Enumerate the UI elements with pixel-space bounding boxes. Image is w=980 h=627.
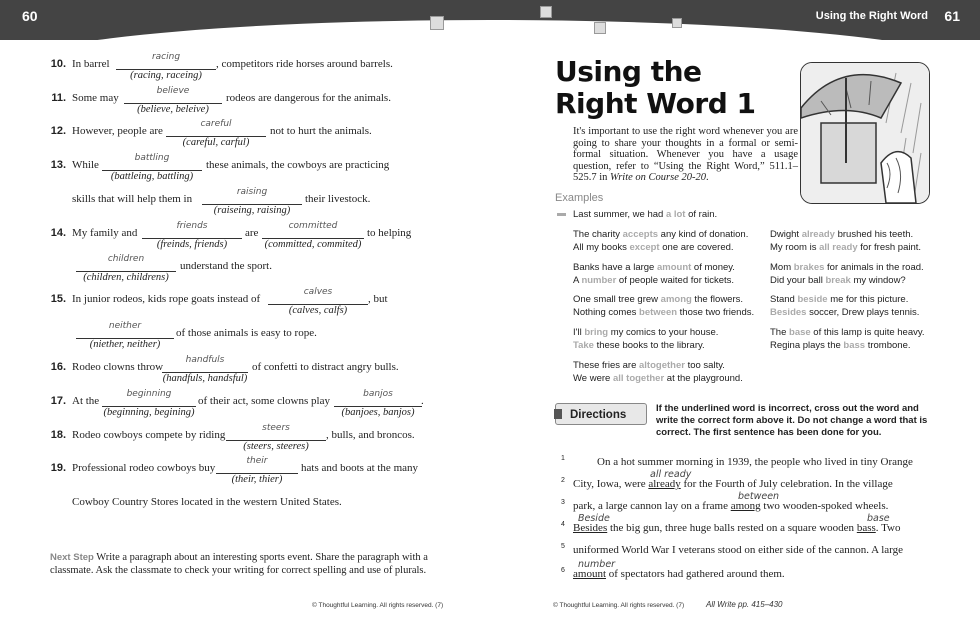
right-page-number: 61 xyxy=(944,8,960,24)
answer-text: careful xyxy=(200,119,232,129)
line-number: 1 xyxy=(561,455,565,462)
exercise-text: In junior rodeos, kids rope goats instead of xyxy=(72,293,261,305)
exercise-text: Cowboy Country Stores located in the western United States. xyxy=(72,496,342,508)
exercise-text: , competitors ride horses around barrels. xyxy=(216,58,393,70)
line-number: 6 xyxy=(561,567,565,574)
answer-blank[interactable] xyxy=(116,52,216,81)
paragraph-line: amount of spectators had gathered around them. xyxy=(573,568,785,580)
paragraph-line: park, a large cannon lay on a frame among two wooden-spoked wheels. xyxy=(573,500,889,512)
example-line: These fries are altogether too salty. xyxy=(573,360,725,371)
answer-text: beginning xyxy=(126,389,172,399)
answer-options: (racing, raceing) xyxy=(130,70,202,81)
exercise-text: these animals, the cowboys are practicing xyxy=(206,159,390,171)
answer-options: (battleing, battling) xyxy=(110,171,194,182)
answer-options: (freinds, friends) xyxy=(156,239,228,250)
exercise-text: not to hurt the animals. xyxy=(270,125,372,137)
next-step-text: Write a paragraph about an interesting sports event. Share the paragraph with a classmate. Ask the classmate to check your writing for correct spelling and use of plurals. xyxy=(50,552,428,576)
answer-text: children xyxy=(107,254,145,264)
examples-label: Examples xyxy=(555,192,604,204)
title-line-2: Right Word 1 xyxy=(555,87,756,120)
directions-tab: Directions xyxy=(555,403,647,425)
answer-blank[interactable] xyxy=(76,254,176,283)
decorative-cube xyxy=(430,16,444,30)
struck-word[interactable]: already xyxy=(648,478,681,490)
paragraph-line: City, Iowa, were already for the Fourth of July celebration. In the village xyxy=(573,478,893,490)
intro-book-title: Write on Course 20-20 xyxy=(610,172,707,184)
example-line: Mom brakes for animals in the road. xyxy=(770,262,924,273)
paragraph-line: Besides the big gun, three huge balls rested on a square wooden bass. Two xyxy=(573,522,901,534)
example-line: Banks have a large amount of money. xyxy=(573,262,735,273)
answer-options: (beginning, begining) xyxy=(103,407,195,418)
exercise-number: 17. xyxy=(50,395,66,407)
answer-text: neither xyxy=(108,321,142,331)
line-number: 3 xyxy=(561,499,565,506)
example-line: The base of this lamp is quite heavy. xyxy=(770,327,925,338)
footer-right: © Thoughtful Learning. All rights reserved. (7) xyxy=(553,602,685,609)
exercise-text: In barrel xyxy=(72,58,110,70)
example-line: We were all together at the playground. xyxy=(573,373,743,384)
exercise-number: 13. xyxy=(50,159,66,171)
example-line: Dwight already brushed his teeth. xyxy=(770,229,914,240)
answer-options: (believe, beleive) xyxy=(137,104,209,115)
correction: base xyxy=(867,513,890,524)
struck-word[interactable]: amount xyxy=(573,568,606,580)
bullet-dash xyxy=(557,213,566,216)
correction: number xyxy=(578,559,616,570)
umbrella-drawing xyxy=(801,63,929,203)
exercise-text: Some may xyxy=(72,92,119,104)
example-line: Stand beside me for this picture. xyxy=(770,294,909,305)
example-line: All my books except one are covered. xyxy=(573,242,734,253)
answer-blank[interactable] xyxy=(76,321,174,350)
answer-blank[interactable] xyxy=(124,86,222,115)
answer-options: (calves, calfs) xyxy=(288,305,348,316)
footer-left: © Thoughtful Learning. All rights reserved. (7) xyxy=(312,602,444,609)
line-number: 4 xyxy=(561,521,565,528)
example-line: Nothing comes between those two friends. xyxy=(573,307,755,318)
left-page-number: 60 xyxy=(22,8,38,24)
answer-text: calves xyxy=(303,287,333,297)
example-line: Regina plays the bass trombone. xyxy=(770,340,911,351)
next-step-label: Next Step xyxy=(50,552,94,563)
exercise-number: 19. xyxy=(50,462,66,474)
exercise-number: 14. xyxy=(50,227,66,239)
answer-options: (children, childrens) xyxy=(83,272,169,283)
correction: all ready xyxy=(650,469,692,480)
correction: Beside xyxy=(578,513,610,524)
answer-text: banjos xyxy=(363,389,393,399)
exercise-text: to helping xyxy=(367,227,412,239)
paragraph-line: On a hot summer morning in 1939, the people who lived in tiny Orange xyxy=(597,456,913,468)
answer-options: (raiseing, raising) xyxy=(213,205,291,216)
answer-blank[interactable] xyxy=(162,355,248,384)
correction: between xyxy=(738,491,780,502)
answer-options: (their, thier) xyxy=(231,474,283,485)
answer-text: believe xyxy=(156,86,190,96)
exercise-number: 15. xyxy=(50,293,66,305)
paragraph-line: uniformed World War I veterans stood on either side of the cannon. A large xyxy=(573,544,903,556)
answer-options: (niether, neither) xyxy=(89,339,161,350)
exercise-text: are xyxy=(245,227,259,239)
exercise-number: 12. xyxy=(50,125,66,137)
umbrella-illustration xyxy=(800,62,930,204)
answer-blank[interactable] xyxy=(202,187,302,216)
answer-blank[interactable] xyxy=(226,423,326,452)
decorative-cube xyxy=(540,6,552,18)
answer-blank[interactable] xyxy=(262,221,364,250)
exercise-text: However, people are xyxy=(72,125,163,137)
struck-word[interactable]: Besides xyxy=(573,522,608,534)
exercise-text: , but xyxy=(368,293,388,305)
footer-reference: All Write pp. 415–430 xyxy=(706,600,783,609)
exercise-text: Professional rodeo cowboys buy xyxy=(72,462,216,474)
exercise-text: rodeos are dangerous for the animals. xyxy=(226,92,391,104)
answer-blank[interactable] xyxy=(268,287,368,316)
right-header-title: Using the Right Word xyxy=(815,10,928,22)
title-line-1: Using the xyxy=(555,55,702,88)
example-line: Did your ball break my window? xyxy=(770,275,906,286)
answer-text: friends xyxy=(176,221,208,231)
answer-blank[interactable] xyxy=(142,221,242,250)
exercise-text: of those animals is easy to rope. xyxy=(176,327,317,339)
answer-text: handfuls xyxy=(185,355,225,365)
exercise-text: their livestock. xyxy=(305,193,371,205)
exercise-text: While xyxy=(72,159,99,171)
answer-options: (steers, steeres) xyxy=(243,441,309,452)
answer-text: committed xyxy=(288,221,338,231)
next-step xyxy=(50,552,440,577)
example-line: Besides soccer, Drew plays tennis. xyxy=(770,307,920,318)
decorative-cube xyxy=(594,22,606,34)
line-number: 2 xyxy=(561,477,565,484)
answer-text: battling xyxy=(134,153,170,163)
exercise-text: , bulls, and broncos. xyxy=(326,429,415,441)
answer-blank[interactable] xyxy=(166,119,266,148)
line-number: 5 xyxy=(561,543,565,550)
directions-text: If the underlined word is incorrect, cross out the word and write the correct form above it. Do not change a word that is correct. The first sentence has been done for you. xyxy=(656,403,928,438)
exercise-number: 18. xyxy=(50,429,66,441)
decorative-cube xyxy=(672,18,682,28)
exercise-text: At the xyxy=(72,395,100,407)
answer-options: (careful, carful) xyxy=(182,137,250,148)
answer-options: (handfuls, handsful) xyxy=(162,373,248,384)
exercise-text: Rodeo cowboys compete by riding xyxy=(72,429,226,441)
exercise-text: . xyxy=(421,395,424,407)
answer-blank[interactable] xyxy=(102,389,196,418)
exercise-text: My family and xyxy=(72,227,138,239)
answer-options: (committed, commited) xyxy=(264,239,362,250)
exercise-text: Rodeo clowns throw xyxy=(72,361,164,373)
example-line: Last summer, we had a lot of rain. xyxy=(573,209,718,220)
example-line: The charity accepts any kind of donation. xyxy=(573,229,749,240)
example-line: One small tree grew among the flowers. xyxy=(573,294,744,305)
intro-text: It's important to use the right word whenever you are going to share your thoughts in a formal or semi-formal situation. Whenever you have a usage question, refer to “Using the Right Word,” 511.1–525.7 in xyxy=(573,126,798,184)
exercise-text: hats and boots at the many xyxy=(301,462,419,474)
exercise-number: 10. xyxy=(50,58,66,70)
struck-word[interactable]: among xyxy=(730,500,761,512)
example-line: My room is all ready for fresh paint. xyxy=(770,242,922,253)
answer-blank[interactable] xyxy=(216,456,298,485)
exercise-text: skills that will help them in xyxy=(72,193,193,205)
example-line: Take these books to the library. xyxy=(573,340,705,351)
answer-text: steers xyxy=(262,423,290,433)
exercise-text: of their act, some clowns play xyxy=(198,395,330,407)
example-line: A number of people waited for tickets. xyxy=(573,275,735,286)
answer-text: racing xyxy=(151,52,181,62)
intro-end: . xyxy=(706,172,709,184)
intro-paragraph xyxy=(573,126,798,184)
answer-blank[interactable] xyxy=(334,389,422,418)
answer-blank[interactable] xyxy=(102,153,202,182)
answer-options: (banjoes, banjos) xyxy=(341,407,415,418)
answer-text: their xyxy=(246,456,268,466)
exercise-number: 11. xyxy=(51,92,66,104)
answer-text: raising xyxy=(236,187,268,197)
exercise-number: 16. xyxy=(50,361,66,373)
page-title xyxy=(555,56,755,120)
exercise-text: understand the sport. xyxy=(180,260,272,272)
example-line: I'll bring my comics to your house. xyxy=(573,327,719,338)
struck-word[interactable]: bass xyxy=(856,522,876,534)
exercise-text: of confetti to distract angry bulls. xyxy=(252,361,399,373)
